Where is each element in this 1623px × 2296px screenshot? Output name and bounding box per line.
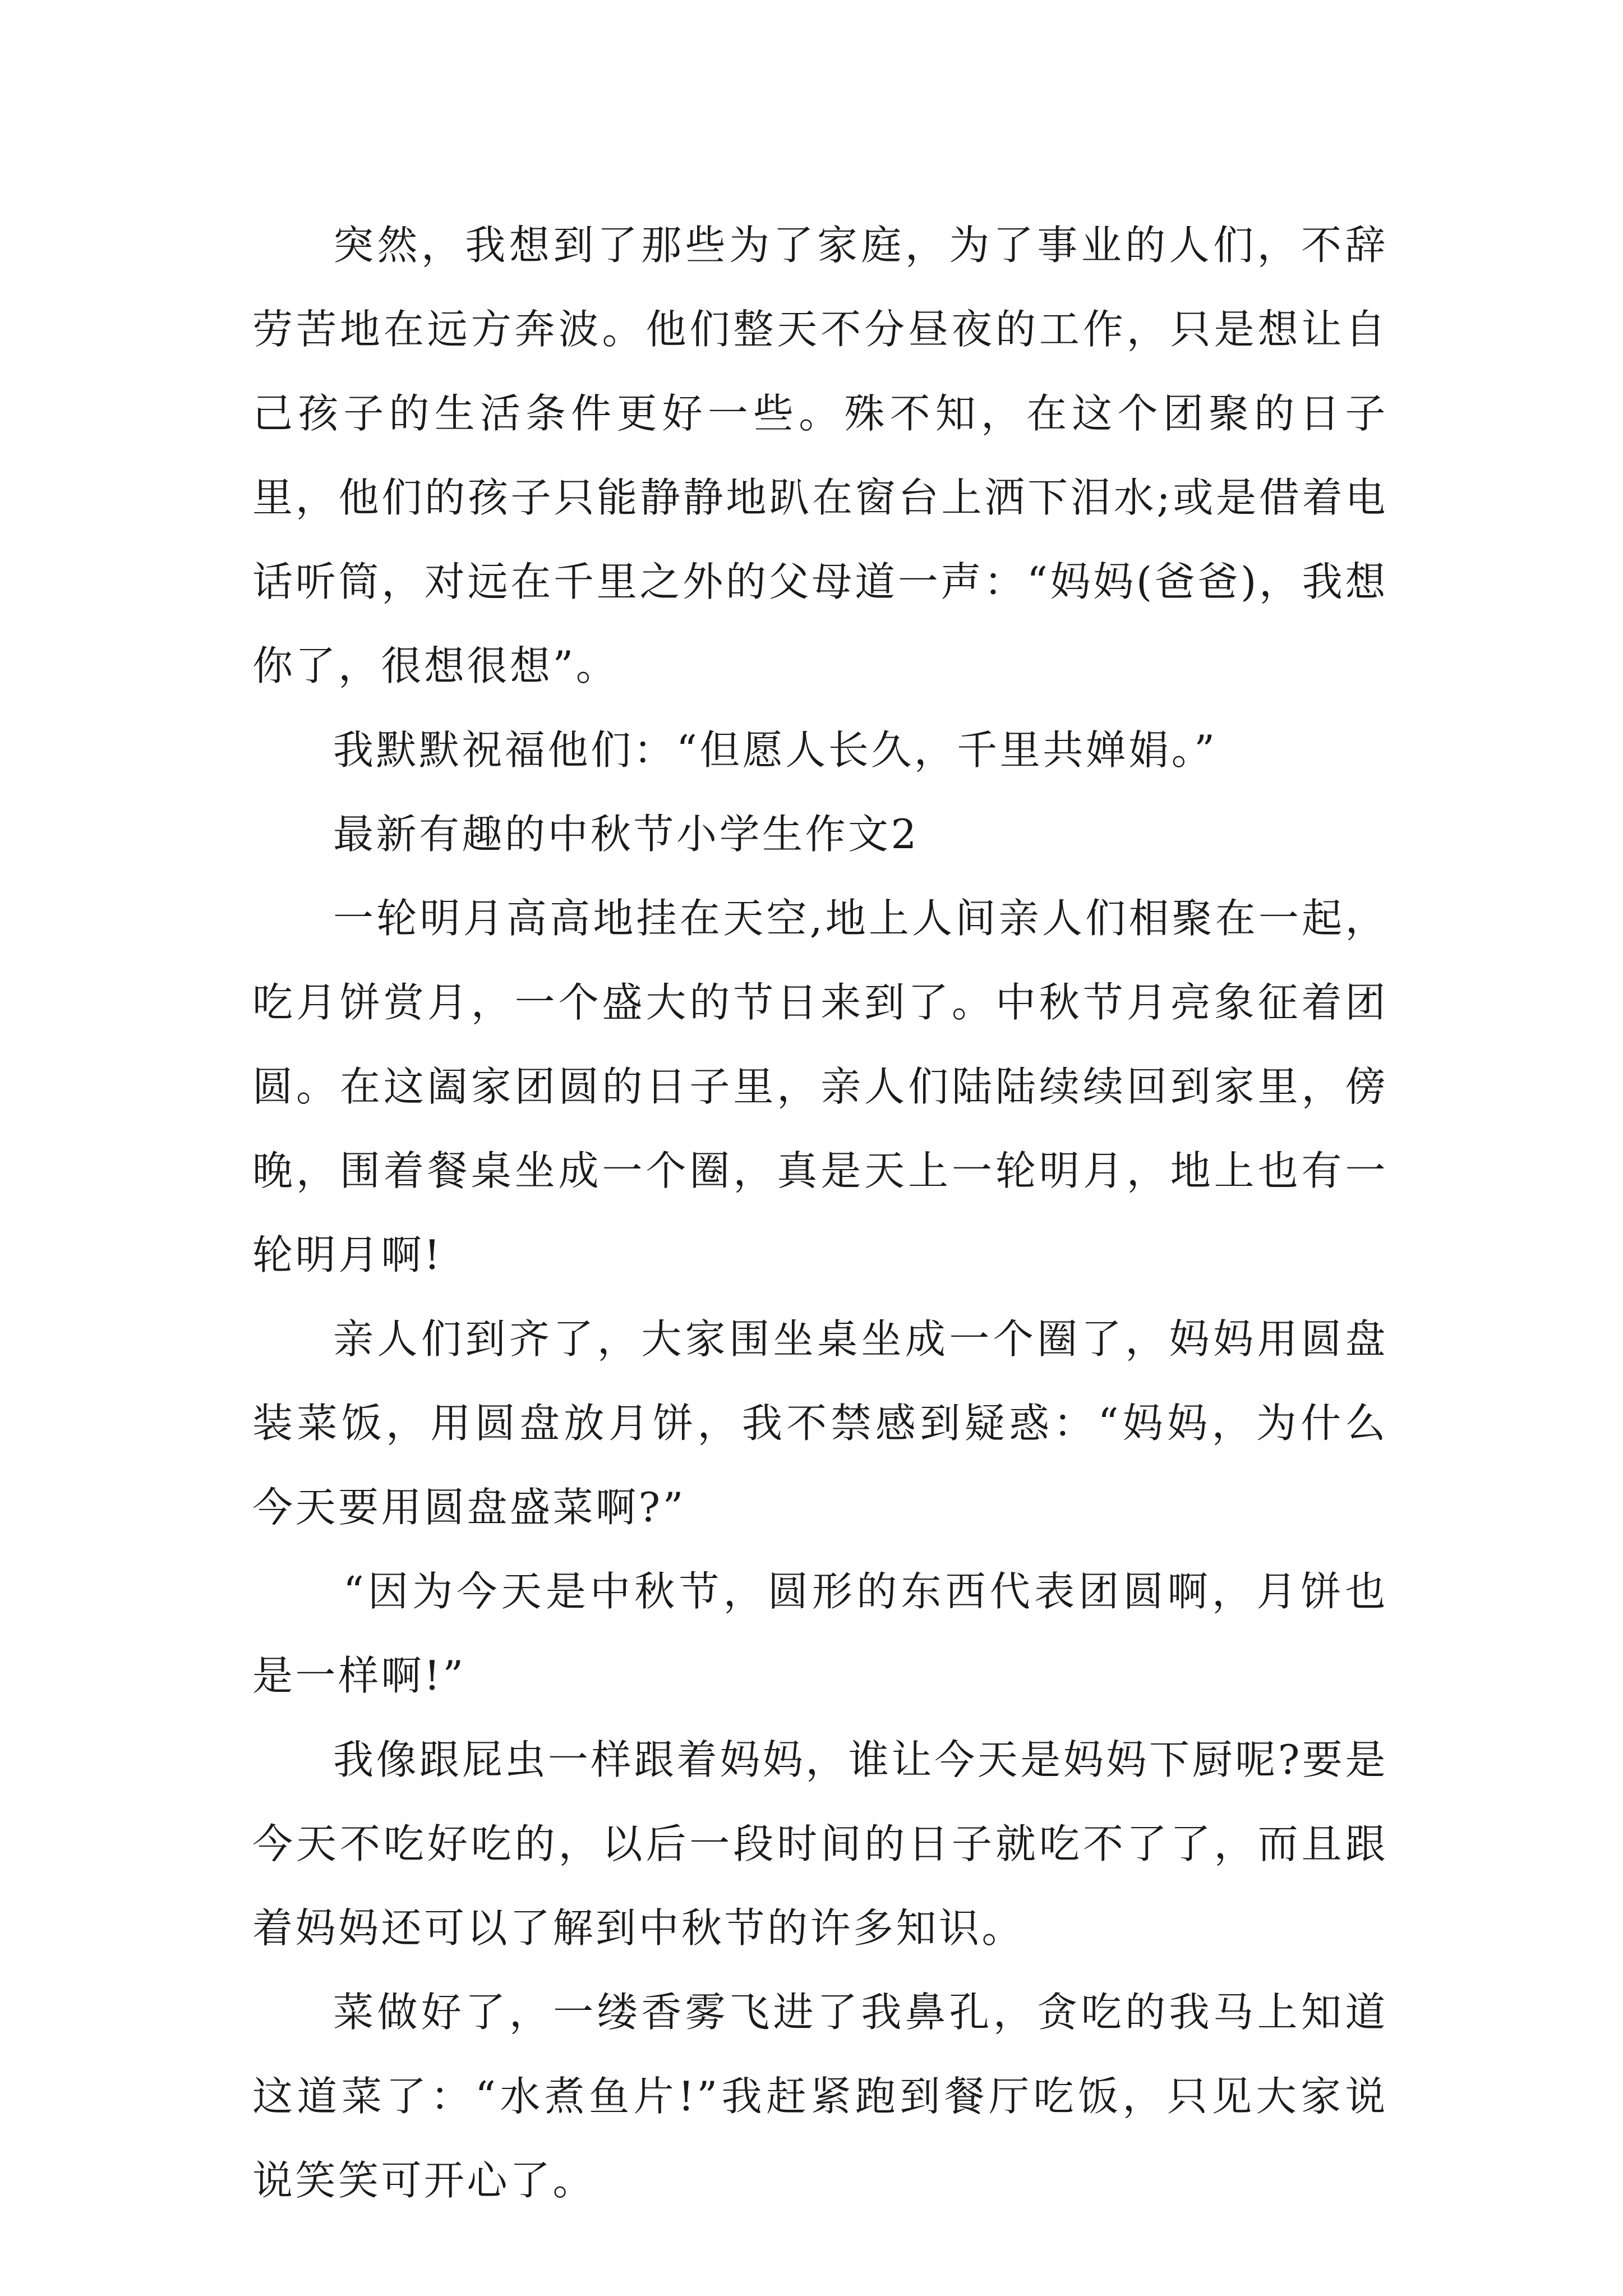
- paragraph-5: “因为今天是中秋节，圆形的东西代表团圆啊，月饼也是一样啊!”: [252, 1568, 1388, 1699]
- section-title: 最新有趣的中秋节小学生作文2: [333, 811, 919, 858]
- paragraph-1: 突然，我想到了那些为了家庭，为了事业的人们，不辞劳苦地在远方奔波。他们整天不分昼夜的工作，只是想让自己孩子的生活条件更好一些。殊不知，在这个团聚的日子里，他们的孩子只能静静地趴在窗台上洒下泪水;或是借着电话听筒，对远在千里之外的父母道一声：“妈妈(爸爸)，我想你了，很想很想”。: [252, 222, 1388, 689]
- paragraph-6: 我像跟屁虫一样跟着妈妈，谁让今天是妈妈下厨呢?要是今天不吃好吃的，以后一段时间的日子就吃不了了，而且跟着妈妈还可以了解到中秋节的许多知识。: [252, 1736, 1388, 1952]
- paragraph-7: 菜做好了，一缕香雾飞进了我鼻孔，贪吃的我马上知道这道菜了：“水煮鱼片!”我赶紧跑到餐厅吃饭，只见大家说说笑笑可开心了。: [252, 1989, 1388, 2204]
- document-body: [252, 203, 1388, 2223]
- paragraph-3: 一轮明月高高地挂在天空,地上人间亲人们相聚在一起，吃月饼赏月，一个盛大的节日来到了。中秋节月亮象征着团圆。在这阖家团圆的日子里，亲人们陆陆续续回到家里，傍晚，围着餐桌坐成一个圈，真是天上一轮明月，地上也有一轮明月啊!: [252, 895, 1388, 1278]
- paragraph-2: 我默默祝福他们：“但愿人长久，千里共婵娟。”: [333, 726, 1218, 774]
- paragraph-4: 亲人们到齐了，大家围坐桌坐成一个圈了，妈妈用圆盘装菜饭，用圆盘放月饼，我不禁感到疑惑：“妈妈，为什么今天要用圆盘盛菜啊?”: [252, 1315, 1388, 1531]
